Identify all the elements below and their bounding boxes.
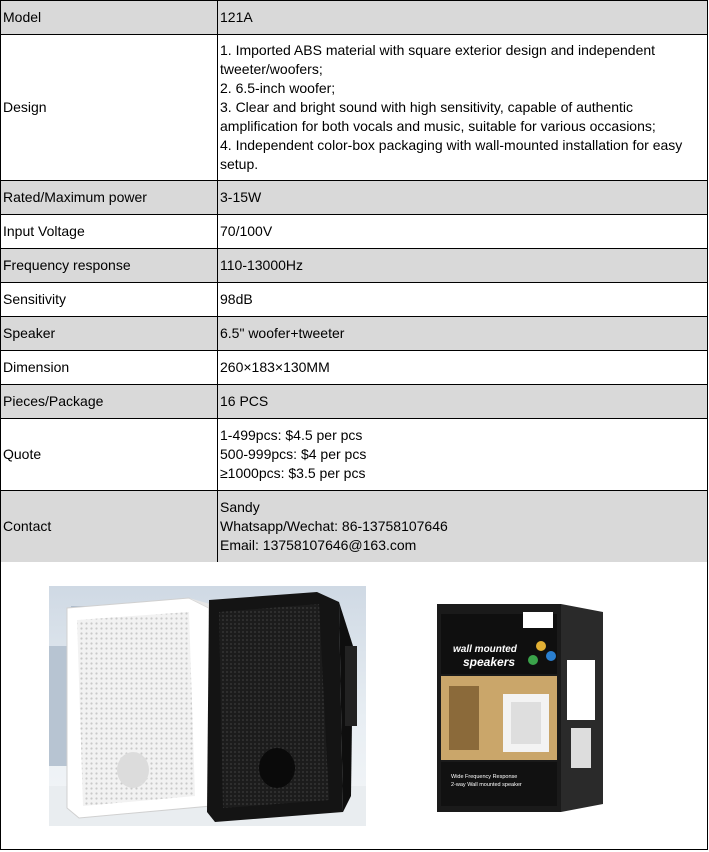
- row-sensitivity: [1, 283, 708, 317]
- row-value: 98dB: [218, 283, 708, 317]
- row-label: Quote: [1, 419, 218, 491]
- packaging-box-photo: [423, 590, 617, 820]
- row-label: Contact: [1, 491, 218, 563]
- row-contact: [1, 491, 708, 563]
- row-label: Model: [1, 1, 218, 35]
- product-photos: [0, 562, 708, 850]
- packaging-box-illustration: [423, 590, 617, 820]
- row-dimension: [1, 351, 708, 385]
- row-value: 16 PCS: [218, 385, 708, 419]
- row-package: [1, 385, 708, 419]
- row-voltage: [1, 215, 708, 249]
- row-value: 70/100V: [218, 215, 708, 249]
- row-value: 260×183×130MM: [218, 351, 708, 385]
- speakers-illustration: [49, 586, 366, 826]
- box-title-line1: wall mounted: [453, 644, 517, 655]
- row-value: 121A: [218, 1, 708, 35]
- row-model: [1, 1, 708, 35]
- speakers-photo: [49, 586, 366, 826]
- row-design: [1, 35, 708, 181]
- row-value: 3-15W: [218, 181, 708, 215]
- box-subtitle-line2: 2-way Wall mounted speaker: [451, 782, 522, 788]
- box-title-line2: speakers: [463, 655, 516, 669]
- row-label: Sensitivity: [1, 283, 218, 317]
- row-speaker: [1, 317, 708, 351]
- row-label: Pieces/Package: [1, 385, 218, 419]
- row-label: Frequency response: [1, 249, 218, 283]
- row-power: [1, 181, 708, 215]
- row-value: 1. Imported ABS material with square exterior design and independent tweeter/woofers; 2. 6.5-inch woofer; 3. Clear and bright sound with high sensitivity, capable of authentic amplification for both vocals and music, suitable for various occasions; 4. Independent color-box packaging with wall-mounted installation for easy setup.: [218, 35, 708, 181]
- row-frequency: [1, 249, 708, 283]
- row-label: Speaker: [1, 317, 218, 351]
- row-label: Input Voltage: [1, 215, 218, 249]
- row-value: 110-13000Hz: [218, 249, 708, 283]
- row-value: Sandy Whatsapp/Wechat: 86-13758107646 Email: 13758107646@163.com: [218, 491, 708, 563]
- row-value: 1-499pcs: $4.5 per pcs 500-999pcs: $4 per pcs ≥1000pcs: $3.5 per pcs: [218, 419, 708, 491]
- row-label: Rated/Maximum power: [1, 181, 218, 215]
- box-subtitle-line1: Wide Frequency Response: [451, 774, 518, 780]
- row-label: Dimension: [1, 351, 218, 385]
- row-quote: [1, 419, 708, 491]
- row-label: Design: [1, 35, 218, 181]
- row-value: 6.5" woofer+tweeter: [218, 317, 708, 351]
